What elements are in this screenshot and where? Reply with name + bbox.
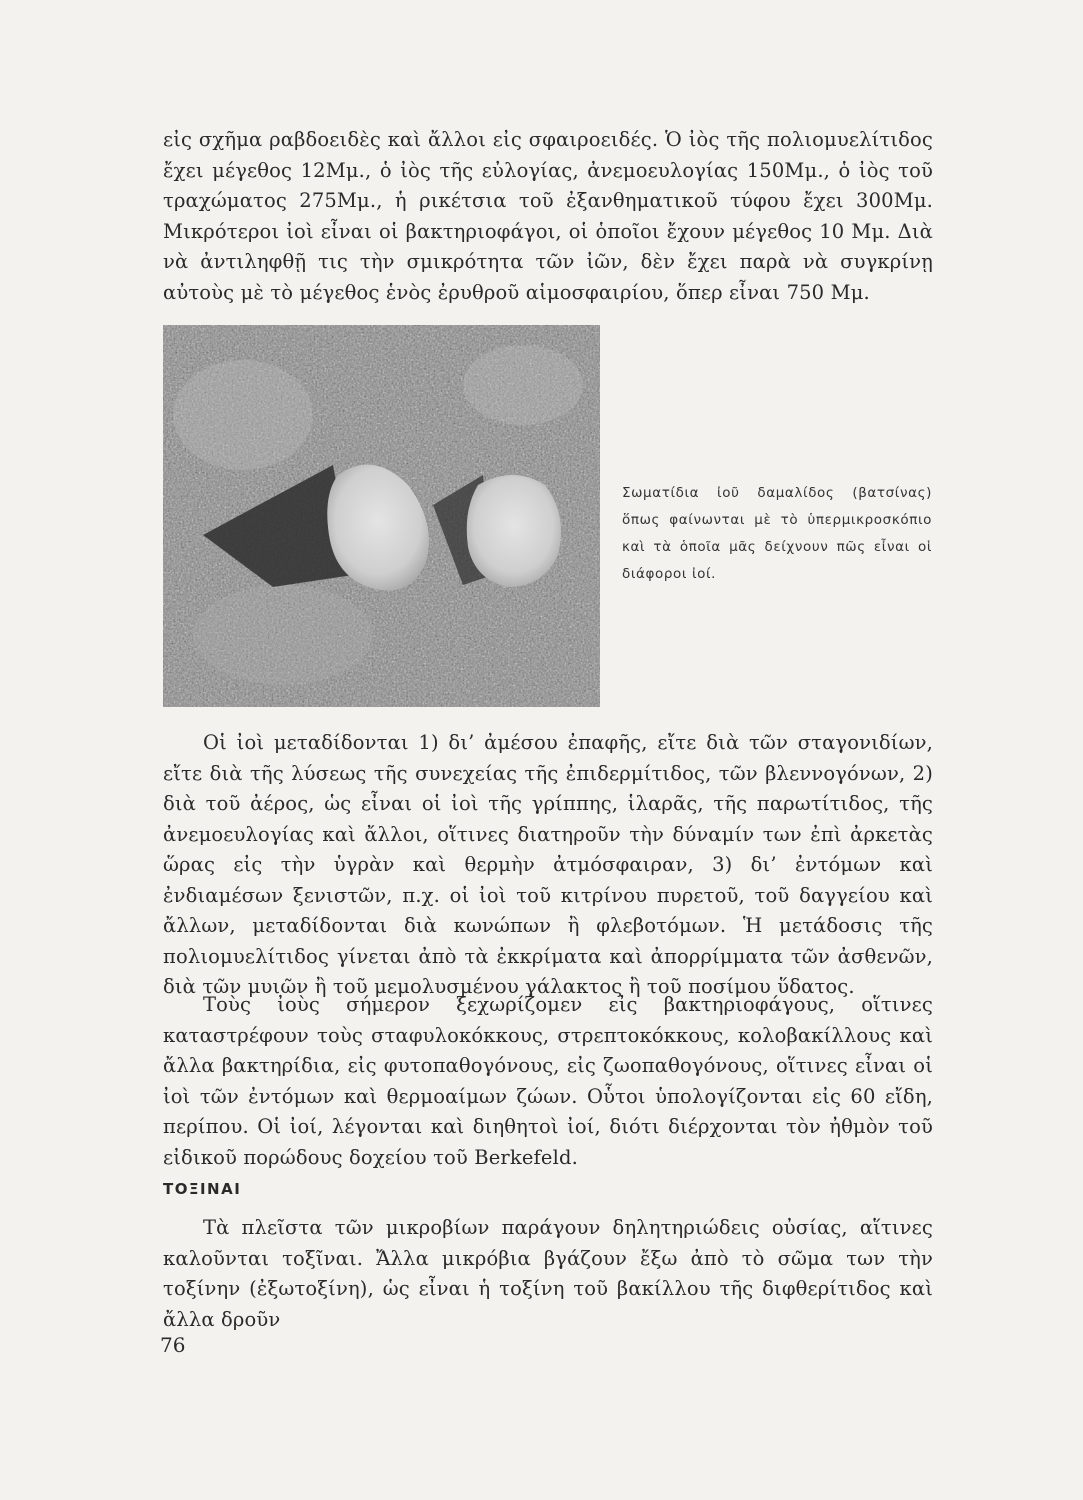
figure-caption: Σωματίδια ἰοῦ δαμαλίδος (βατσίνας) ὅπως φαίνωνται μὲ τὸ ὑπερμικροσκόπιο καὶ τὰ ὁποῖα μᾶς δείχνουν πῶς εἶναι οἱ διάφοροι ἰοί. bbox=[622, 485, 932, 582]
virus-particle-right bbox=[467, 475, 561, 587]
micrograph-image bbox=[163, 325, 600, 707]
section-heading: ΤΟΞΙΝΑΙ bbox=[163, 1180, 242, 1198]
paragraph-classification: Τοὺς ἰοὺς σήμερον ξεχωρίζομεν εἰς βακτηριοφάγους, οἵτινες καταστρέφουν τοὺς σταφυλοκόκκους, στρεπτοκόκκους, κολοβακίλλους καὶ ἄλλα βακτηρίδια, εἰς φυτοπαθογόνους, εἰς ζωοπαθογόνους, οἵτινες εἶναι οἱ ἰοὶ τῶν ἐντόμων καὶ θερμοαίμων ζώων. Οὗτοι ὑπολογίζονται εἰς 60 εἴδη, περίπου. Οἱ ἰοί, λέγονται καὶ διηθητοὶ ἰοί, διότι διέρχονται τὸν ἠθμὸν τοῦ εἰδικοῦ πορώδους δοχείου τοῦ Berkefeld. bbox=[163, 993, 933, 1169]
electron-micrograph-figure bbox=[163, 325, 600, 707]
page-number: 76 bbox=[160, 1333, 186, 1357]
paragraph-transmission: Οἱ ἰοὶ μεταδίδονται 1) δι’ ἀμέσου ἐπαφῆς, εἴτε διὰ τῶν σταγονιδίων, εἴτε διὰ τῆς λύσεως τῆς συνεχείας τῆς ἐπιδερμίτιδος, τῶν βλεννογόνων, 2) διὰ τοῦ ἀέρος, ὡς εἶναι οἱ ἰοὶ τῆς γρίππης, ἱλαρᾶς, τῆς παρωτίτιδος, τῆς ἀνεμοευλογίας καὶ ἄλλοι, οἵτινες διατηροῦν τὴν δύναμίν των ἐπὶ ἀρκετὰς ὥρας εἰς τὴν ὑγρὰν καὶ θερμὴν ἀτμόσφαιραν, 3) δι’ ἐντόμων καὶ ἐνδιαμέσων ξενιστῶν, π.χ. οἱ ἰοὶ τοῦ κιτρίνου πυρετοῦ, τοῦ δαγγείου καὶ ἄλλων, μεταδίδονται διὰ κωνώπων ἢ φλεβοτόμων. Ἡ μετάδοσις τῆς πολιομυελίτιδος γίνεται ἀπὸ τὰ ἐκκρίματα καὶ ἀπορρίμματα τῶν ἀσθενῶν, διὰ τῶν μυιῶν ἢ τοῦ μεμολυσμένου γάλακτος ἢ τοῦ ποσίμου ὕδατος. bbox=[163, 731, 933, 998]
paragraph-virus-sizes: εἰς σχῆμα ραβδοειδὲς καὶ ἄλλοι εἰς σφαιροειδές. Ὁ ἰὸς τῆς πολιομυελίτιδος ἔχει μέγεθος 12Μμ., ὁ ἰὸς τῆς εὐλογίας, ἀνεμοευλογίας 150Μμ., ὁ ἰὸς τοῦ τραχώματος 275Μμ., ἡ ρικέτσια τοῦ ἐξανθηματικοῦ τύφου ἔχει 300Μμ. Μικρότεροι ἰοὶ εἶναι οἱ βακτηριοφάγοι, οἱ ὁποῖοι ἔχουν μέγεθος 10 Μμ. Διὰ νὰ ἀντιληφθῇ τις τὴν σμικρότητα τῶν ἰῶν, δὲν ἔχει παρὰ νὰ συγκρίνῃ αὐτοὺς μὲ τὸ μέγεθος ἑνὸς ἐρυθροῦ αἱμοσφαιρίου, ὅπερ εἶναι 750 Μμ. bbox=[163, 128, 933, 304]
paragraph-toxins: Τὰ πλεῖστα τῶν μικροβίων παράγουν δηλητηριώδεις οὐσίας, αἵτινες καλοῦνται τοξῖναι. Ἄλλα μικρόβια βγάζουν ἔξω ἀπὸ τὸ σῶμα των τὴν τοξίνην (ἐξωτοξίνη), ὡς εἶναι ἡ τοξίνη τοῦ βακίλλου τῆς διφθερίτιδος καὶ ἄλλα δροῦν bbox=[163, 1216, 933, 1331]
